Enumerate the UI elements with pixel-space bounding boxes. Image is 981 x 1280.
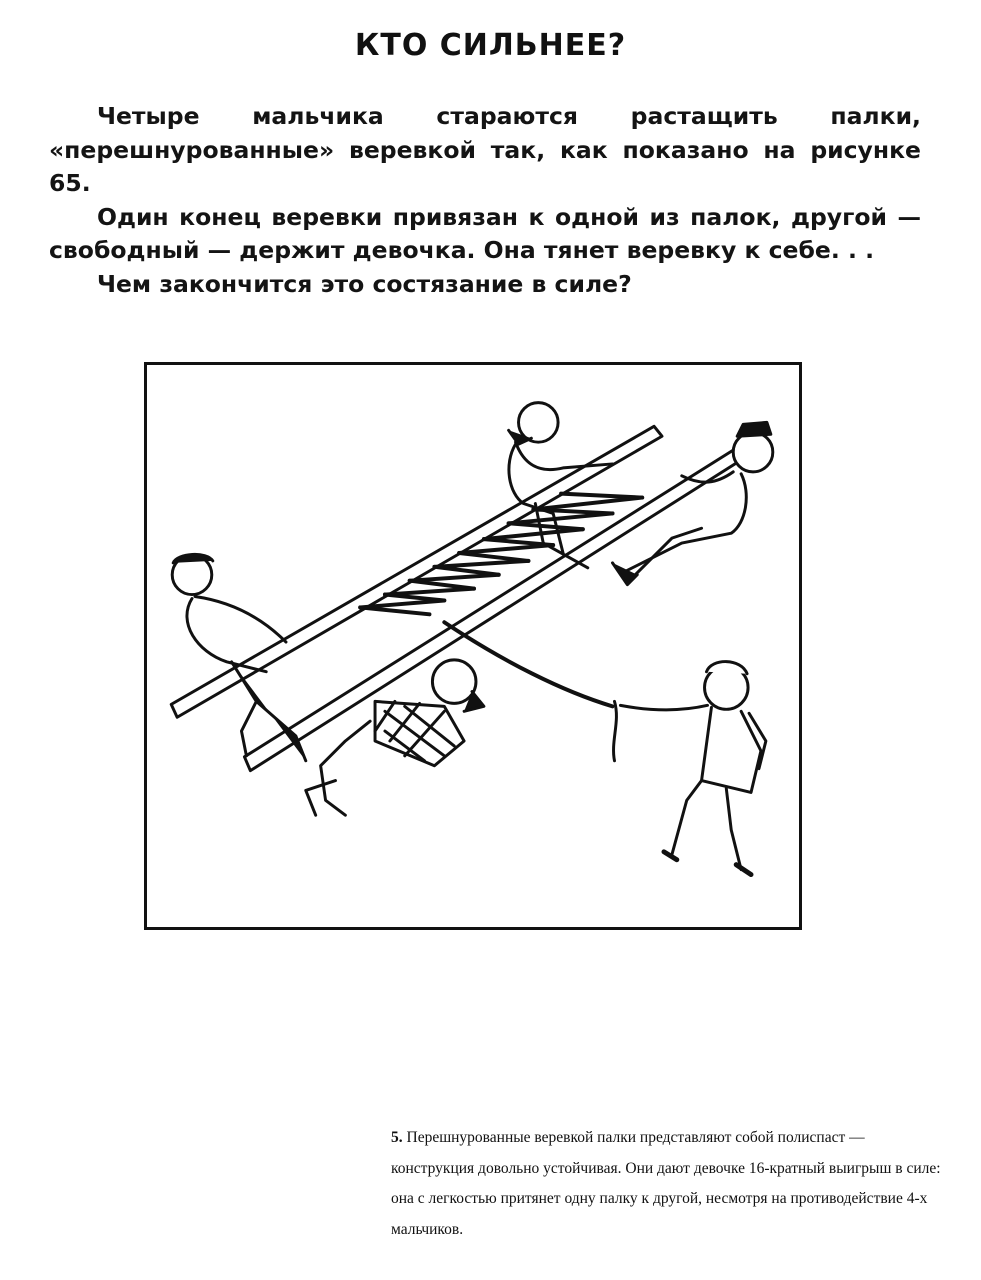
illustration-frame	[144, 362, 802, 930]
paragraph-3: Чем закончится это состязание в силе?	[97, 269, 632, 298]
girl	[620, 662, 765, 875]
paragraph-2: Один конец веревки привязан к одной из палок, другой — свободный — держит девочка. Она тянет веревку к себе. . .	[49, 202, 921, 264]
paragraph-1: Четыре мальчика стараются растащить палки, «перешнурованные» веревкой так, как показано на рисунке 65.	[49, 102, 921, 197]
page-title: КТО СИЛЬНЕЕ?	[354, 28, 627, 63]
boy-left	[172, 554, 306, 760]
illustration-boys-sticks-girl	[147, 365, 799, 927]
problem-text	[49, 100, 921, 301]
answer-number: 5.	[391, 1129, 403, 1146]
answer-text: Перешнурованные веревкой палки представляют собой полиспаст — конструкция довольно устойчивая. Они дают девочке 16-кратный выигрыш в силе: она с легкостью притянет одну палку к другой, несмотря на противодействие 4-х мальчиков.	[391, 1129, 941, 1238]
answer-block	[391, 1123, 951, 1245]
boy-bottom	[306, 660, 484, 815]
stick-lower	[244, 450, 741, 771]
stick-upper	[171, 426, 662, 717]
